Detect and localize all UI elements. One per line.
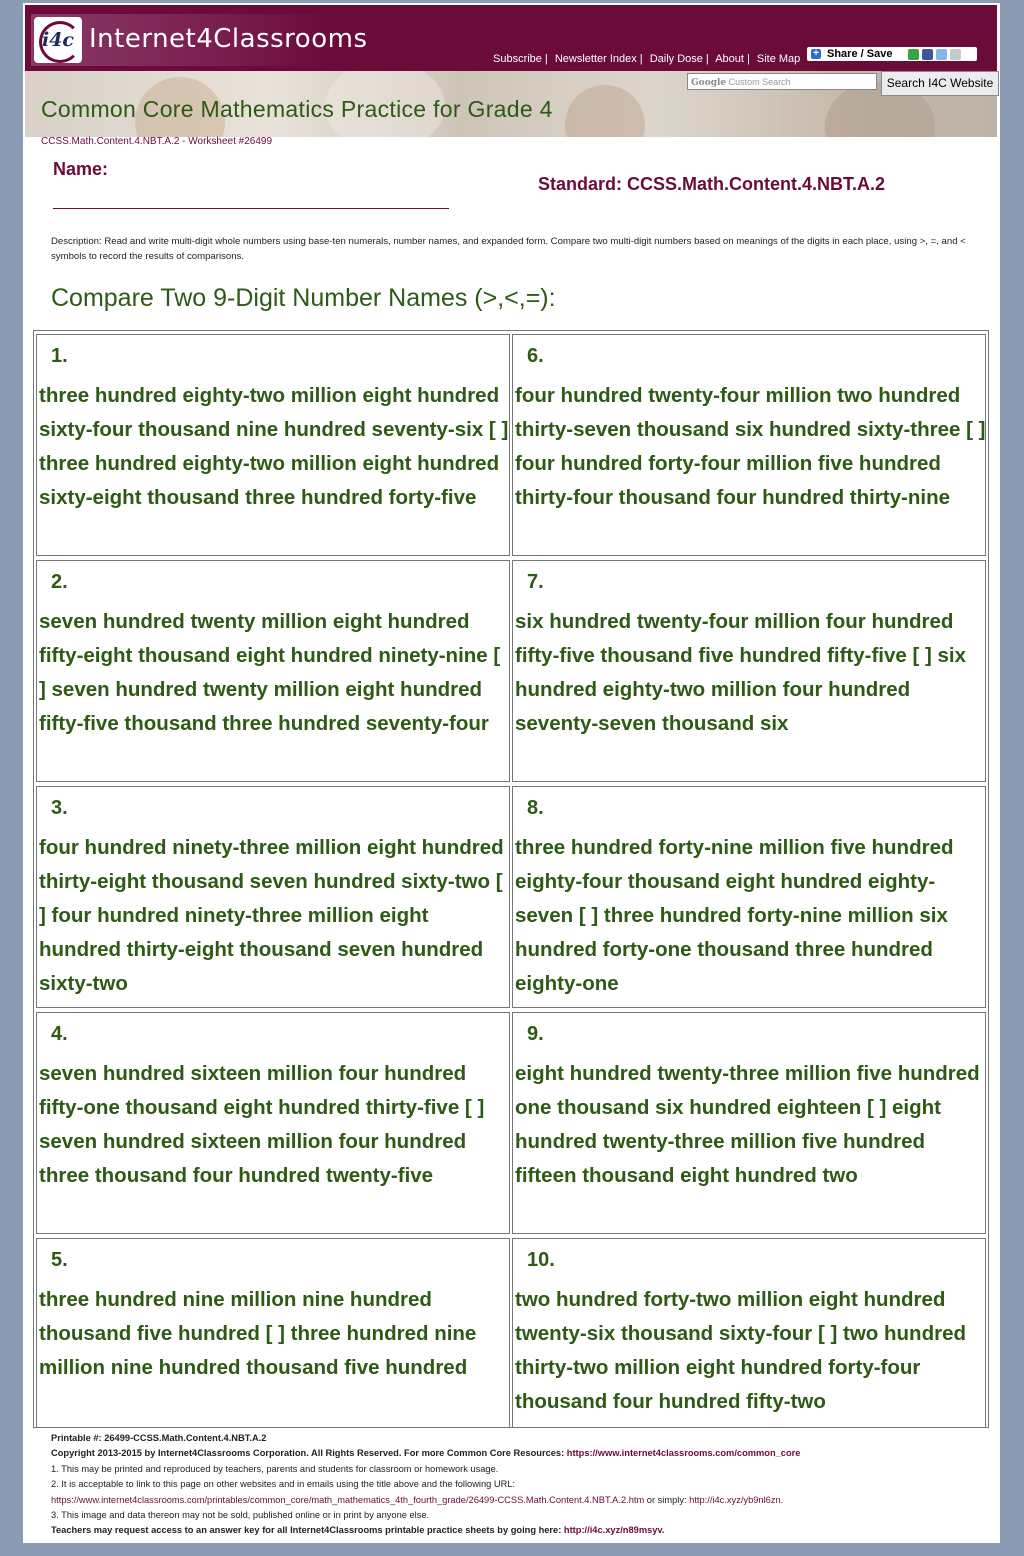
url-or-text: or simply: (644, 1494, 690, 1505)
name-line (53, 208, 449, 209)
search-brand: Google (691, 78, 727, 88)
problem-text: three hundred eighty-two million eight hundred sixty-four thousand nine hundred seventy-six [ ] three hundred eighty-two million eight hundred sixty-eight thousand three hundred forty-five (39, 384, 509, 509)
nav-site-map[interactable]: Site Map (756, 53, 801, 65)
search-input[interactable] (687, 73, 877, 90)
facebook-icon (922, 49, 933, 60)
twitter-icon (936, 49, 947, 60)
refresh-icon (908, 49, 919, 60)
problem-text: four hundred ninety-three million eight hundred thirty-eight thousand seven hundred sixty-two [ ] four hundred ninety-three million eight hundred thirty-eight thousand seven hundred sixty-two (39, 836, 504, 995)
problem-cell-10 (512, 1238, 986, 1428)
problem-cell-6 (512, 334, 986, 556)
problem-number: 4. (51, 1023, 68, 1045)
standard-label: Standard: CCSS.Math.Content.4.NBT.A.2 (538, 174, 886, 194)
problem-cell-3 (36, 786, 510, 1008)
problem-cell-8 (512, 786, 986, 1008)
problem-number: 8. (527, 797, 544, 819)
usage-line-1: 1. This may be printed and reproduced by teachers, parents and students for classroom or homework usage. (51, 1463, 499, 1474)
nav-daily-dose[interactable]: Daily Dose (649, 53, 703, 65)
problem-cell-9 (512, 1012, 986, 1234)
logo-badge-text: i4c (41, 29, 74, 51)
usage-line-2: 2. It is acceptable to link to this page on other websites and in emails using the title above and the following URL: (51, 1479, 516, 1490)
problem-cell-7 (512, 560, 986, 782)
logo-badge-icon (34, 17, 82, 63)
problem-number: 10. (527, 1249, 555, 1271)
answer-key-link[interactable]: http://i4c.xyz/n89msyv. (563, 1525, 665, 1536)
problem-number: 6. (527, 345, 544, 367)
problem-number: 5. (51, 1249, 68, 1271)
site-logo[interactable] (31, 14, 368, 66)
problem-text: eight hundred twenty-three million five hundred one thousand six hundred eighteen [ ] eight hundred twenty-three million five hundred fifteen thousand eight hundred two (515, 1062, 980, 1187)
usage-line-3: 3. This image and data thereon may not be sold, published online or in print by anyone else. (51, 1510, 430, 1521)
search-placeholder: Custom Search (728, 77, 791, 87)
problem-cell-4 (36, 1012, 510, 1234)
name-label: Name: (53, 159, 109, 179)
problem-number: 9. (527, 1023, 544, 1045)
answer-key-text: Teachers may request access to an answer key for all Internet4Classrooms printable practice sheets by going here: (51, 1525, 564, 1536)
problem-number: 2. (51, 571, 68, 593)
problem-text: six hundred twenty-four million four hundred fifty-five thousand five hundred fifty-five [ ] six hundred eighty-two million four hundred seventy-seven thousand six (515, 610, 967, 735)
copyright (51, 1446, 991, 1461)
problem-text: seven hundred twenty million eight hundred fifty-eight thousand eight hundred ninety-nine [ ] seven hundred twenty million eight hundred fifty-five thousand three hundred seventy-four (39, 610, 501, 735)
nav-about[interactable]: About (715, 53, 744, 65)
worksheet-page (23, 3, 1000, 1543)
logo-text: Internet4Classrooms (89, 24, 368, 54)
worksheet-reference: CCSS.Math.Content.4.NBT.A.2 - Worksheet #26499 (41, 136, 273, 147)
description: Description: Read and write multi-digit whole numbers using base-ten numerals, number names, and expanded form. Compare two multi-digit numbers based on meanings of the digits in each place, using >, =, and < symbols to record the results of comparisons. (51, 236, 966, 262)
problem-number: 7. (527, 571, 544, 593)
section-title: Compare Two 9-Digit Number Names (>,<,=): (51, 284, 556, 312)
site-header (25, 5, 997, 71)
printable-number: Printable #: 26499-CCSS.Math.Content.4.NBT.A.2 (51, 1433, 267, 1443)
problems-table (33, 330, 989, 1428)
problem-cell-2 (36, 560, 510, 782)
problem-number: 1. (51, 345, 68, 367)
problem-cell-1 (36, 334, 510, 556)
answer-key-note (51, 1523, 991, 1538)
short-url-link[interactable]: http://i4c.xyz/yb9nl6zn. (689, 1494, 784, 1505)
problem-text: seven hundred sixteen million four hundred fifty-one thousand eight hundred thirty-five [ ] seven hundred sixteen million four hundred three thousand four hundred twenty-five (39, 1062, 485, 1187)
usage-urls (51, 1493, 991, 1508)
problem-text: two hundred forty-two million eight hundred twenty-six thousand sixty-four [ ] two hundred thirty-two million eight hundred forty-four thousand four hundred fifty-two (515, 1288, 966, 1413)
nav-subscribe[interactable]: Subscribe (493, 53, 542, 65)
footer (51, 1431, 991, 1539)
nav-newsletter-index[interactable]: Newsletter Index (554, 53, 637, 65)
search-button[interactable]: Search I4C Website (881, 71, 999, 96)
common-core-link[interactable]: https://www.internet4classrooms.com/common_core (566, 1448, 801, 1459)
problem-number: 3. (51, 797, 68, 819)
copyright-text: Copyright 2013-2015 by Internet4Classrooms Corporation. All Rights Reserved. For more Common Core Resources: (51, 1448, 567, 1459)
long-url-link[interactable]: https://www.internet4classrooms.com/printables/common_core/math_mathematics_4th_fourth_grade/26499-CCSS.Math.Content.4.NBT.A.2.htm (51, 1494, 645, 1505)
problem-cell-5 (36, 1238, 510, 1428)
top-navigation: Subscribe | Newsletter Index | Daily Dose | About | Site Map (493, 53, 801, 65)
page-title: Common Core Mathematics Practice for Grade 4 (41, 96, 553, 122)
problem-text: three hundred nine million nine hundred thousand five hundred [ ] three hundred nine million nine hundred thousand five hundred (39, 1288, 477, 1379)
email-icon (950, 49, 961, 60)
problem-text: three hundred forty-nine million five hundred eighty-four thousand eight hundred eighty-seven [ ] three hundred forty-nine million six hundred forty-one thousand three hundred eighty-one (515, 836, 954, 995)
share-save-label: Share / Save (827, 48, 893, 60)
problem-text: four hundred twenty-four million two hundred thirty-seven thousand six hundred sixty-three [ ] four hundred forty-four million five hundred thirty-four thousand four hundred thirty-nine (515, 384, 986, 509)
share-save-button[interactable] (807, 47, 977, 61)
plus-icon: + (811, 49, 821, 59)
